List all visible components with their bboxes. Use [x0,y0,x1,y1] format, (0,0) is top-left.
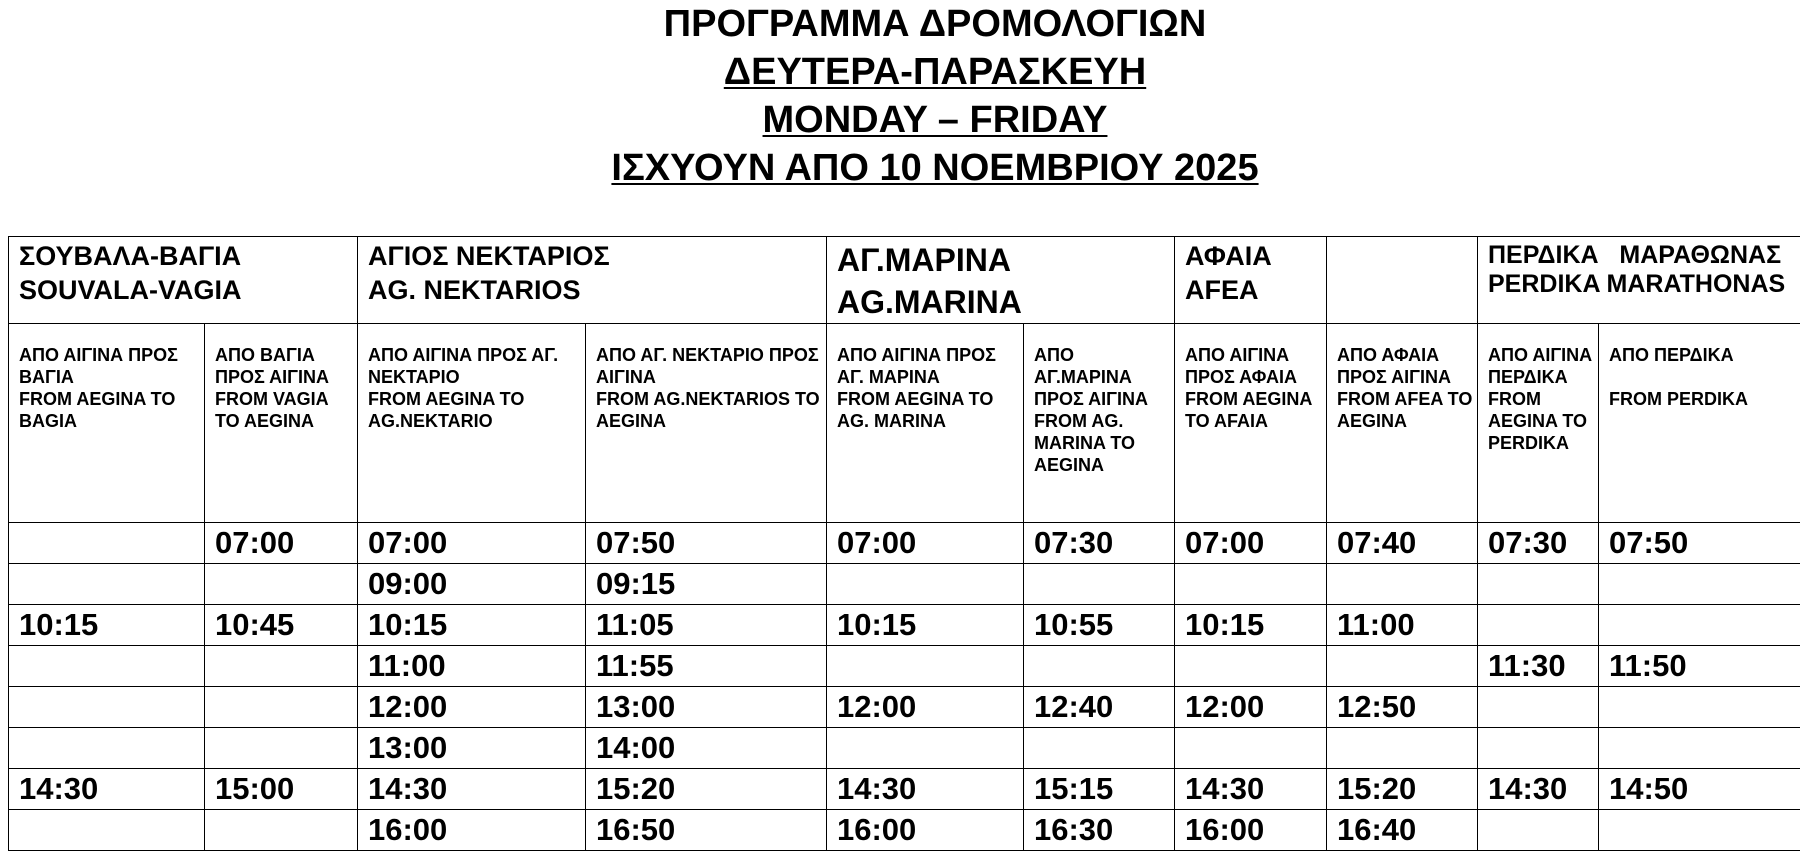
time-cell: 10:15 [9,605,205,646]
time-cell: 10:15 [1175,605,1327,646]
time-row [9,769,1800,810]
time-cell: 11:00 [1327,605,1478,646]
time-row [9,687,1800,728]
time-cell [827,564,1024,605]
time-cell [1024,646,1175,687]
direction-cell: ΑΠΟ ΑΙΓΙΝΑ ΠΡΟΣ ΑΦΑΙΑ FROM AEGINA TO AFAIA [1175,324,1327,523]
time-cell: 07:50 [586,523,827,564]
time-cell: 15:15 [1024,769,1175,810]
time-cell: 16:00 [827,810,1024,851]
time-cell [9,646,205,687]
time-cell [1478,687,1599,728]
time-cell: 12:50 [1327,687,1478,728]
time-cell: 11:50 [1599,646,1800,687]
time-cell [1599,810,1800,851]
time-cell [9,810,205,851]
route-name-latin: AG.MARINA [837,281,1174,323]
direction-header-row [9,324,1800,523]
direction-cell: ΑΠΟ ΑΓ. ΝΕΚΤΑΡΙΟ ΠΡΟΣ ΑΙΓΙΝΑ FROM AG.NEKTARIOS TO AEGINA [586,324,827,523]
time-cell [1599,687,1800,728]
direction-cell: ΑΠΟ ΑΦΑΙΑ ΠΡΟΣ ΑΙΓΙΝΑ FROM AFEA TO AEGINA [1327,324,1478,523]
time-cell: 10:15 [827,605,1024,646]
time-cell: 14:30 [9,769,205,810]
route-name-greek: ΑΓ.ΜΑΡΙΝΑ [837,239,1174,281]
time-cell [205,810,358,851]
time-cell: 13:00 [358,728,586,769]
time-cell [1327,728,1478,769]
route-name-greek: ΠΕΡΔΙΚΑ ΜΑΡΑΘΩΝΑΣ [1488,241,1800,270]
time-cell [1599,564,1800,605]
time-cell: 12:40 [1024,687,1175,728]
direction-cell: ΑΠΟ ΒΑΓΙΑ ΠΡΟΣ ΑΙΓΙΝΑ FROM VAGIA TO AEGINA [205,324,358,523]
time-cell: 07:00 [1175,523,1327,564]
time-cell [1024,564,1175,605]
time-cell [1024,728,1175,769]
time-cell [1175,646,1327,687]
time-cell [827,728,1024,769]
time-cell: 07:00 [358,523,586,564]
direction-cell: ΑΠΟ ΑΓ.ΜΑΡΙΝΑ ΠΡΟΣ ΑΙΓΙΝΑ FROM AG. MARINA TO AEGINA [1024,324,1175,523]
time-cell: 14:30 [827,769,1024,810]
time-cell: 16:00 [358,810,586,851]
direction-cell: ΑΠΟ ΑΙΓΙΝΑ ΠΡΟΣ ΑΓ. ΜΑΡΙΝΑ FROM AEGINA TO AG. MARINA [827,324,1024,523]
time-cell: 07:00 [205,523,358,564]
time-cell: 11:00 [358,646,586,687]
time-cell [205,687,358,728]
time-cell: 14:30 [1175,769,1327,810]
time-cell [1478,605,1599,646]
time-cell [1599,728,1800,769]
time-cell [1478,810,1599,851]
time-cell: 09:00 [358,564,586,605]
time-cell: 07:40 [1327,523,1478,564]
route-name-greek: ΣΟΥΒΑΛΑ-ΒΑΓΙΑ [19,239,357,273]
time-cell: 15:20 [586,769,827,810]
time-cell [1327,646,1478,687]
time-cell: 10:45 [205,605,358,646]
time-cell: 15:20 [1327,769,1478,810]
route-name-latin: AFEA [1185,273,1326,307]
time-cell: 14:50 [1599,769,1800,810]
time-cell: 07:50 [1599,523,1800,564]
time-cell: 14:30 [1478,769,1599,810]
time-cell: 11:30 [1478,646,1599,687]
days-english: MONDAY – FRIDAY [0,96,1800,144]
time-cell: 12:00 [358,687,586,728]
route-name-latin: AG. NEKTARIOS [368,273,826,307]
time-row [9,523,1800,564]
time-cell: 07:00 [827,523,1024,564]
time-cell: 07:30 [1024,523,1175,564]
time-cell [9,728,205,769]
time-cell [827,646,1024,687]
time-cell: 16:30 [1024,810,1175,851]
time-cell: 16:00 [1175,810,1327,851]
time-row [9,564,1800,605]
time-cell: 15:00 [205,769,358,810]
time-cell [1327,564,1478,605]
direction-cell: ΑΠΟ ΠΕΡΔΙΚΑ FROM PERDIKA [1599,324,1800,523]
time-cell [9,564,205,605]
schedule-title: ΠΡΟΓΡΑΜΜΑ ΔΡΟΜΟΛΟΓΙΩΝ [0,0,1800,48]
direction-cell: ΑΠΟ ΑΙΓΙΝΑ ΠΡΟΣ ΒΑΓΙΑ FROM AEGINA TO BAGIA [9,324,205,523]
time-row [9,728,1800,769]
route-souvala-vagia [9,237,358,324]
days-greek: ΔΕΥΤΕΡΑ-ΠΑΡΑΣΚΕΥΗ [0,48,1800,96]
time-cell: 11:55 [586,646,827,687]
route-name-greek: ΑΦΑΙΑ [1185,239,1326,273]
route-name-latin: PERDIKA MARATHONAS [1488,270,1800,299]
time-cell [205,646,358,687]
route-name-greek: ΑΓΙΟΣ ΝΕΚΤΑΡΙΟΣ [368,239,826,273]
time-cell: 12:00 [827,687,1024,728]
time-cell [1599,605,1800,646]
time-cell [1175,564,1327,605]
schedule-title-block [0,0,1800,192]
time-cell [9,687,205,728]
time-cell [1478,564,1599,605]
route-empty [1327,237,1478,324]
time-cell: 14:00 [586,728,827,769]
route-afea [1175,237,1327,324]
time-cell: 14:30 [358,769,586,810]
time-cell: 16:50 [586,810,827,851]
time-cell [1478,728,1599,769]
time-cell: 10:15 [358,605,586,646]
direction-cell: ΑΠΟ ΑΙΓΙΝΑ ΠΕΡΔΙΚΑ FROM AEGINA TO PERDIKA [1478,324,1599,523]
time-cell: 10:55 [1024,605,1175,646]
time-cell: 13:00 [586,687,827,728]
route-header-row [9,237,1800,324]
time-cell [205,728,358,769]
time-row [9,605,1800,646]
valid-from: ΙΣΧΥΟΥΝ ΑΠΟ 10 ΝΟΕΜΒΡΙΟΥ 2025 [0,144,1800,192]
time-cell [9,523,205,564]
route-perdika-marathonas [1478,237,1800,324]
time-cell [1175,728,1327,769]
route-ag-nektarios [358,237,827,324]
route-ag-marina [827,237,1175,324]
time-cell: 12:00 [1175,687,1327,728]
time-cell: 16:40 [1327,810,1478,851]
route-name-latin: SOUVALA-VAGIA [19,273,357,307]
time-row [9,810,1800,851]
time-cell: 07:30 [1478,523,1599,564]
schedule-table [8,236,1800,851]
direction-cell: ΑΠΟ ΑΙΓΙΝΑ ΠΡΟΣ ΑΓ. ΝΕΚΤΑΡΙΟ FROM AEGINA TO AG.NEKTARIO [358,324,586,523]
time-cell: 11:05 [586,605,827,646]
time-cell [205,564,358,605]
time-row [9,646,1800,687]
time-cell: 09:15 [586,564,827,605]
